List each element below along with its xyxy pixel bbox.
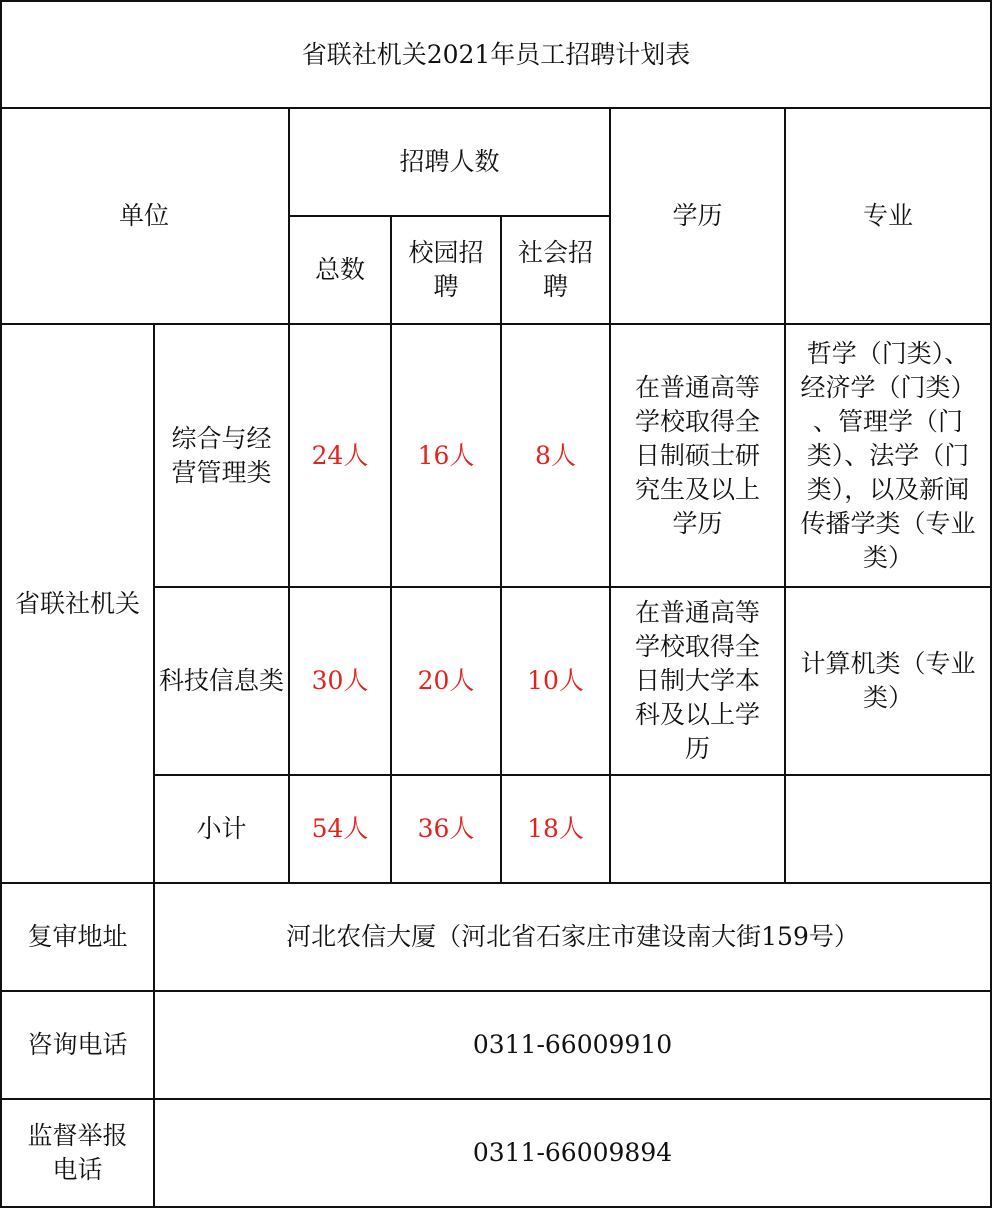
header-social: 社会招 聘 (517, 238, 593, 301)
header-unit: 单位 (118, 201, 169, 230)
review-address-label: 复审地址 (27, 922, 128, 951)
row-campus: 20人 (417, 666, 475, 695)
row-campus: 16人 (417, 440, 475, 470)
report-phone: 0311-66009894 (472, 1138, 673, 1167)
row-social: 8人 (535, 440, 576, 470)
row-category: 科技信息类 (158, 666, 284, 695)
header-campus: 校园招 聘 (408, 238, 484, 301)
row-major: 哲学（门类）、 经济学（门类） 、管理学（门 类）、法学（门 类），以及新闻 传播学类（专业 类） (800, 338, 976, 572)
report-phone-label: 监督举报 电话 (27, 1121, 128, 1184)
subtotal-total: 54人 (311, 814, 369, 843)
review-address: 河北农信大厦（河北省石家庄市建设南大街159号） (286, 922, 859, 951)
row-education: 在普通高等 学校取得全 日制硕士研 究生及以上 学历 (634, 372, 760, 538)
header-major: 专业 (862, 201, 913, 230)
header-education: 学历 (672, 201, 723, 230)
row-major: 计算机类（专业 类） (800, 649, 976, 712)
row-total: 30人 (311, 666, 369, 695)
header-total: 总数 (314, 255, 365, 284)
table-title: 省联社机关2021年员工招聘计划表 (301, 39, 691, 69)
row-social: 10人 (527, 666, 584, 695)
row-total: 24人 (311, 440, 369, 470)
row-category: 综合与经 营管理类 (171, 423, 272, 487)
consult-phone: 0311-66009910 (472, 1030, 673, 1059)
subtotal-campus: 36人 (417, 814, 475, 843)
row-education: 在普通高等 学校取得全 日制大学本 科及以上学 历 (634, 598, 760, 763)
header-recruit-count: 招聘人数 (399, 147, 500, 176)
subtotal-label: 小计 (196, 814, 247, 843)
subtotal-social: 18人 (527, 814, 584, 843)
unit-name: 省联社机关 (14, 588, 140, 618)
consult-phone-label: 咨询电话 (27, 1030, 128, 1059)
